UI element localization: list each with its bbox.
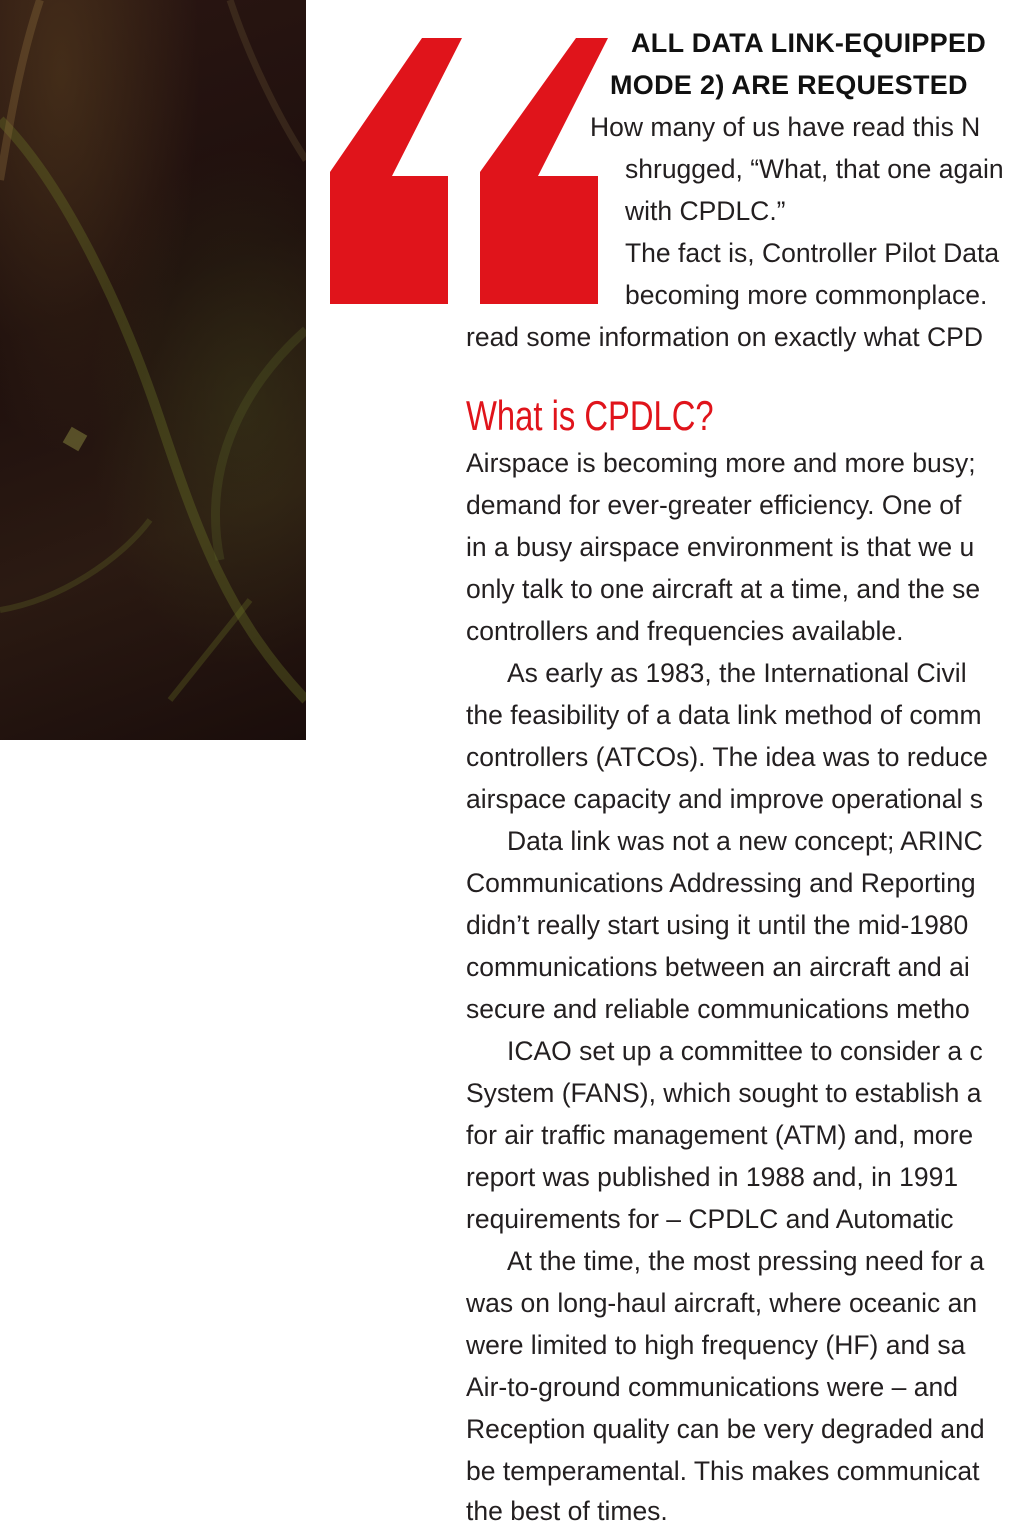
intro-line: shrugged, “What, that one again bbox=[625, 154, 1004, 184]
body-line: Airspace is becoming more and more busy; bbox=[466, 448, 976, 478]
body-line: the feasibility of a data link method of comm bbox=[466, 700, 982, 730]
lead-line-1: ALL DATA LINK-EQUIPPED bbox=[631, 28, 987, 58]
body-line: in a busy airspace environment is that we u bbox=[466, 532, 975, 562]
body-line: Reception quality can be very degraded and bbox=[466, 1414, 985, 1444]
intro-line: The fact is, Controller Pilot Data bbox=[625, 238, 1000, 268]
large-red-opening-quote-icon bbox=[326, 34, 608, 310]
intro-line: read some information on exactly what CPD bbox=[466, 322, 983, 352]
intro-line: with CPDLC.” bbox=[625, 196, 786, 226]
body-line: only talk to one aircraft at a time, and the se bbox=[466, 574, 981, 604]
body-line: report was published in 1988 and, in 1991 bbox=[466, 1162, 959, 1192]
intro-line: becoming more commonplace. bbox=[625, 280, 988, 310]
body-line: controllers (ATCOs). The idea was to reduce bbox=[466, 742, 988, 772]
body-line: Air-to-ground communications were – and bbox=[466, 1372, 958, 1402]
body-line: be temperamental. This makes communicat bbox=[466, 1456, 980, 1486]
section-heading: What is CPDLC? bbox=[466, 392, 714, 439]
body-line: Data link was not a new concept; ARINC bbox=[507, 826, 983, 856]
body-line: System (FANS), which sought to establish a bbox=[466, 1078, 982, 1108]
body-line: requirements for – CPDLC and Automatic bbox=[466, 1204, 954, 1234]
body-line: was on long-haul aircraft, where oceanic an bbox=[466, 1288, 978, 1318]
body-line: At the time, the most pressing need for a bbox=[507, 1246, 985, 1276]
lead-line-2: MODE 2) ARE REQUESTED bbox=[610, 70, 968, 100]
body-line: didn’t really start using it until the mid-1980 bbox=[466, 910, 969, 940]
photo-light-streaks bbox=[0, 0, 306, 740]
body-line: were limited to high frequency (HF) and sa bbox=[466, 1330, 966, 1360]
body-line: Communications Addressing and Reporting bbox=[466, 868, 976, 898]
body-line: ICAO set up a committee to consider a c bbox=[507, 1036, 983, 1066]
body-line: secure and reliable communications metho bbox=[466, 994, 970, 1024]
body-line: the best of times. bbox=[466, 1496, 668, 1526]
intro-line: How many of us have read this N bbox=[590, 112, 981, 142]
body-line: for air traffic management (ATM) and, more bbox=[466, 1120, 974, 1150]
body-line: airspace capacity and improve operational s bbox=[466, 784, 984, 814]
aerial-photo bbox=[0, 0, 306, 740]
body-line: controllers and frequencies available. bbox=[466, 616, 904, 646]
body-line: As early as 1983, the International Civil bbox=[507, 658, 967, 688]
body-line: communications between an aircraft and ai bbox=[466, 952, 970, 982]
body-line: demand for ever-greater efficiency. One of bbox=[466, 490, 962, 520]
